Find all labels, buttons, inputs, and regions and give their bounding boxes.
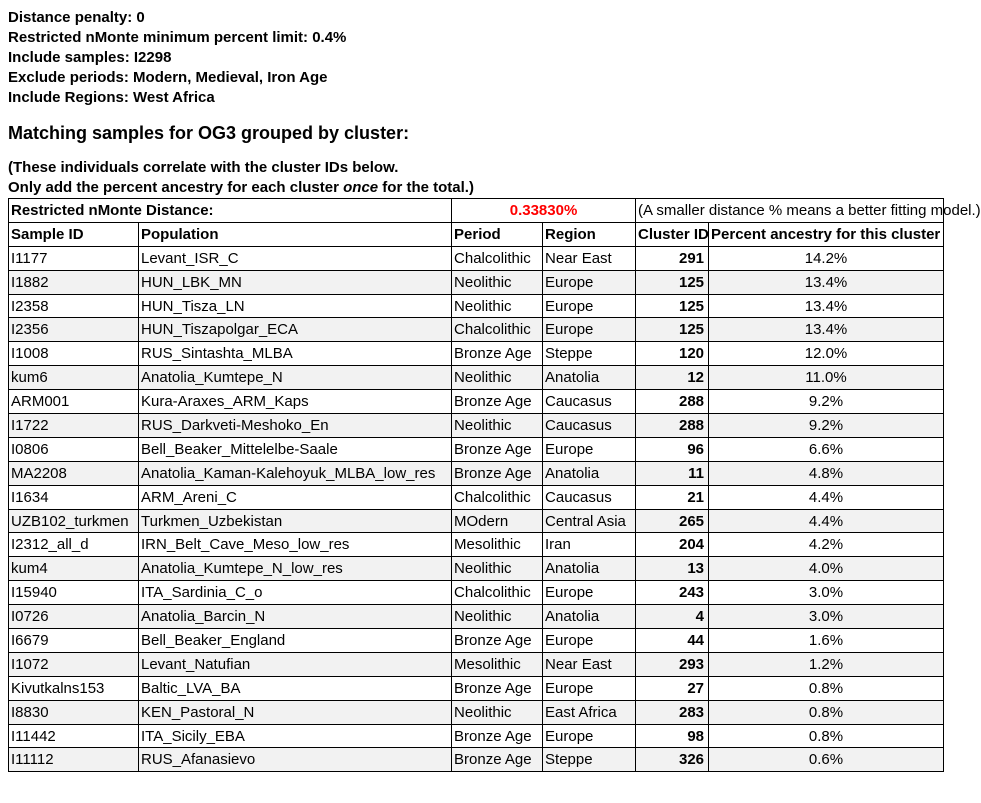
table-row — [9, 414, 944, 438]
parameter-line: Distance penalty: 0 — [8, 9, 145, 26]
cell-population: RUS_Afanasievo — [139, 748, 452, 772]
table-row — [9, 246, 944, 270]
note-emphasis: once — [343, 179, 379, 196]
cell-sample-id: I0726 — [9, 605, 139, 629]
cell-population: Kura-Araxes_ARM_Kaps — [139, 390, 452, 414]
cell-sample-id: I1722 — [9, 414, 139, 438]
distance-row — [9, 199, 944, 223]
cell-population: Anatolia_Kumtepe_N_low_res — [139, 557, 452, 581]
table-row — [9, 390, 944, 414]
cell-region: Anatolia — [543, 461, 636, 485]
cell-sample-id: I1008 — [9, 342, 139, 366]
cell-percent: 6.6% — [709, 437, 944, 461]
cell-percent: 0.6% — [709, 748, 944, 772]
cell-period: Bronze Age — [452, 342, 543, 366]
cell-region: Near East — [543, 652, 636, 676]
cell-region: Europe — [543, 270, 636, 294]
cell-period: Mesolithic — [452, 533, 543, 557]
table-row — [9, 342, 944, 366]
cell-population: ITA_Sicily_EBA — [139, 724, 452, 748]
cell-period: MOdern — [452, 509, 543, 533]
cell-region: Europe — [543, 629, 636, 653]
table-row — [9, 509, 944, 533]
cell-region: Europe — [543, 437, 636, 461]
distance-value: 0.33830% — [452, 199, 636, 223]
cell-sample-id: I1177 — [9, 246, 139, 270]
note-line-1: (These individuals correlate with the cluster IDs below. — [8, 159, 399, 176]
cell-cluster-id: 265 — [636, 509, 709, 533]
cell-region: Anatolia — [543, 557, 636, 581]
cell-sample-id: UZB102_turkmen — [9, 509, 139, 533]
cell-sample-id: kum6 — [9, 366, 139, 390]
distance-note: (A smaller distance % means a better fitting model.) — [636, 199, 944, 223]
parameter-line: Exclude periods: Modern, Medieval, Iron Age — [8, 69, 328, 86]
table-row — [9, 748, 944, 772]
cell-sample-id: I2358 — [9, 294, 139, 318]
cell-population: Turkmen_Uzbekistan — [139, 509, 452, 533]
cell-period: Chalcolithic — [452, 246, 543, 270]
cell-sample-id: I1072 — [9, 652, 139, 676]
cell-region: Europe — [543, 581, 636, 605]
cell-percent: 4.4% — [709, 509, 944, 533]
cell-percent: 14.2% — [709, 246, 944, 270]
cell-region: Caucasus — [543, 485, 636, 509]
cell-period: Bronze Age — [452, 748, 543, 772]
cell-region: Europe — [543, 294, 636, 318]
cell-region: Anatolia — [543, 605, 636, 629]
col-period: Period — [452, 222, 543, 246]
cell-cluster-id: 11 — [636, 461, 709, 485]
col-region: Region — [543, 222, 636, 246]
cell-population: HUN_Tisza_LN — [139, 294, 452, 318]
table-row — [9, 557, 944, 581]
cell-cluster-id: 204 — [636, 533, 709, 557]
cell-region: Europe — [543, 676, 636, 700]
cell-population: RUS_Sintashta_MLBA — [139, 342, 452, 366]
cell-percent: 9.2% — [709, 414, 944, 438]
cell-region: Europe — [543, 318, 636, 342]
cell-population: Bell_Beaker_Mittelelbe-Saale — [139, 437, 452, 461]
cell-percent: 9.2% — [709, 390, 944, 414]
cell-period: Neolithic — [452, 414, 543, 438]
cell-sample-id: I2312_all_d — [9, 533, 139, 557]
cell-percent: 13.4% — [709, 270, 944, 294]
table-row — [9, 318, 944, 342]
cell-cluster-id: 288 — [636, 390, 709, 414]
cell-population: Baltic_LVA_BA — [139, 676, 452, 700]
table-row — [9, 581, 944, 605]
cell-period: Neolithic — [452, 366, 543, 390]
parameters — [8, 8, 976, 108]
cell-cluster-id: 125 — [636, 318, 709, 342]
cell-period: Chalcolithic — [452, 318, 543, 342]
cell-population: IRN_Belt_Cave_Meso_low_res — [139, 533, 452, 557]
cell-period: Mesolithic — [452, 652, 543, 676]
cell-period: Bronze Age — [452, 724, 543, 748]
cell-region: Near East — [543, 246, 636, 270]
cell-percent: 1.6% — [709, 629, 944, 653]
cell-sample-id: I0806 — [9, 437, 139, 461]
cell-percent: 4.2% — [709, 533, 944, 557]
cell-sample-id: MA2208 — [9, 461, 139, 485]
col-cluster-id: Cluster ID — [636, 222, 709, 246]
cell-population: Anatolia_Barcin_N — [139, 605, 452, 629]
cell-sample-id: I2356 — [9, 318, 139, 342]
col-percent: Percent ancestry for this cluster — [709, 222, 944, 246]
parameter-line: Include samples: I2298 — [8, 49, 172, 66]
cell-sample-id: I11112 — [9, 748, 139, 772]
table-row — [9, 652, 944, 676]
cell-period: Chalcolithic — [452, 581, 543, 605]
table-row — [9, 700, 944, 724]
cell-percent: 0.8% — [709, 724, 944, 748]
cell-cluster-id: 27 — [636, 676, 709, 700]
table-row — [9, 629, 944, 653]
cell-period: Bronze Age — [452, 437, 543, 461]
cell-cluster-id: 125 — [636, 270, 709, 294]
table-row — [9, 485, 944, 509]
cell-population: Levant_ISR_C — [139, 246, 452, 270]
cell-population: KEN_Pastoral_N — [139, 700, 452, 724]
cell-cluster-id: 13 — [636, 557, 709, 581]
table-row — [9, 676, 944, 700]
parameter-line: Include Regions: West Africa — [8, 89, 215, 106]
cell-region: Caucasus — [543, 414, 636, 438]
cell-cluster-id: 12 — [636, 366, 709, 390]
cell-cluster-id: 283 — [636, 700, 709, 724]
cell-population: Anatolia_Kaman-Kalehoyuk_MLBA_low_res — [139, 461, 452, 485]
note-line-2: Only add the percent ancestry for each cluster once for the total.) — [8, 179, 474, 196]
col-sample-id: Sample ID — [9, 222, 139, 246]
cell-cluster-id: 125 — [636, 294, 709, 318]
instructions-note — [8, 158, 976, 198]
cell-percent: 3.0% — [709, 581, 944, 605]
cell-cluster-id: 96 — [636, 437, 709, 461]
cell-population: ARM_Areni_C — [139, 485, 452, 509]
cell-cluster-id: 120 — [636, 342, 709, 366]
cell-percent: 0.8% — [709, 700, 944, 724]
cell-sample-id: I15940 — [9, 581, 139, 605]
header-row — [9, 222, 944, 246]
page-title: Matching samples for OG3 grouped by cluster: — [8, 123, 410, 143]
cell-period: Neolithic — [452, 700, 543, 724]
cell-sample-id: I6679 — [9, 629, 139, 653]
cell-percent: 1.2% — [709, 652, 944, 676]
cell-cluster-id: 98 — [636, 724, 709, 748]
cell-sample-id: Kivutkalns153 — [9, 676, 139, 700]
cell-cluster-id: 288 — [636, 414, 709, 438]
cell-period: Neolithic — [452, 557, 543, 581]
cell-percent: 4.0% — [709, 557, 944, 581]
cell-population: HUN_LBK_MN — [139, 270, 452, 294]
cell-sample-id: I1634 — [9, 485, 139, 509]
table-row — [9, 270, 944, 294]
cell-population: Anatolia_Kumtepe_N — [139, 366, 452, 390]
cell-percent: 13.4% — [709, 318, 944, 342]
table-row — [9, 724, 944, 748]
cell-population: HUN_Tiszapolgar_ECA — [139, 318, 452, 342]
cell-percent: 13.4% — [709, 294, 944, 318]
cell-population: RUS_Darkveti-Meshoko_En — [139, 414, 452, 438]
cell-sample-id: kum4 — [9, 557, 139, 581]
distance-label: Restricted nMonte Distance: — [9, 199, 452, 223]
cell-population: Bell_Beaker_England — [139, 629, 452, 653]
cell-cluster-id: 21 — [636, 485, 709, 509]
cell-population: Levant_Natufian — [139, 652, 452, 676]
cell-period: Neolithic — [452, 270, 543, 294]
cell-sample-id: ARM001 — [9, 390, 139, 414]
cell-region: East Africa — [543, 700, 636, 724]
cell-sample-id: I8830 — [9, 700, 139, 724]
cell-percent: 11.0% — [709, 366, 944, 390]
cell-period: Neolithic — [452, 294, 543, 318]
cell-cluster-id: 326 — [636, 748, 709, 772]
cell-cluster-id: 4 — [636, 605, 709, 629]
cell-cluster-id: 293 — [636, 652, 709, 676]
table-row — [9, 461, 944, 485]
cell-sample-id: I1882 — [9, 270, 139, 294]
cell-percent: 12.0% — [709, 342, 944, 366]
cell-region: Caucasus — [543, 390, 636, 414]
cell-cluster-id: 243 — [636, 581, 709, 605]
cell-cluster-id: 44 — [636, 629, 709, 653]
cell-region: Anatolia — [543, 366, 636, 390]
cell-percent: 4.8% — [709, 461, 944, 485]
table-row — [9, 605, 944, 629]
cell-region: Iran — [543, 533, 636, 557]
cell-percent: 0.8% — [709, 676, 944, 700]
table-row — [9, 533, 944, 557]
parameter-line: Restricted nMonte minimum percent limit: 0.4% — [8, 29, 347, 46]
cell-population: ITA_Sardinia_C_o — [139, 581, 452, 605]
cell-percent: 3.0% — [709, 605, 944, 629]
cell-cluster-id: 291 — [636, 246, 709, 270]
cell-period: Bronze Age — [452, 461, 543, 485]
table-row — [9, 366, 944, 390]
cell-region: Steppe — [543, 748, 636, 772]
results-table — [8, 198, 981, 772]
cell-region: Europe — [543, 724, 636, 748]
cell-period: Bronze Age — [452, 676, 543, 700]
col-population: Population — [139, 222, 452, 246]
cell-region: Central Asia — [543, 509, 636, 533]
cell-sample-id: I11442 — [9, 724, 139, 748]
table-row — [9, 437, 944, 461]
cell-region: Steppe — [543, 342, 636, 366]
table-row — [9, 294, 944, 318]
cell-period: Bronze Age — [452, 629, 543, 653]
cell-period: Neolithic — [452, 605, 543, 629]
cell-period: Chalcolithic — [452, 485, 543, 509]
cell-period: Bronze Age — [452, 390, 543, 414]
cell-percent: 4.4% — [709, 485, 944, 509]
